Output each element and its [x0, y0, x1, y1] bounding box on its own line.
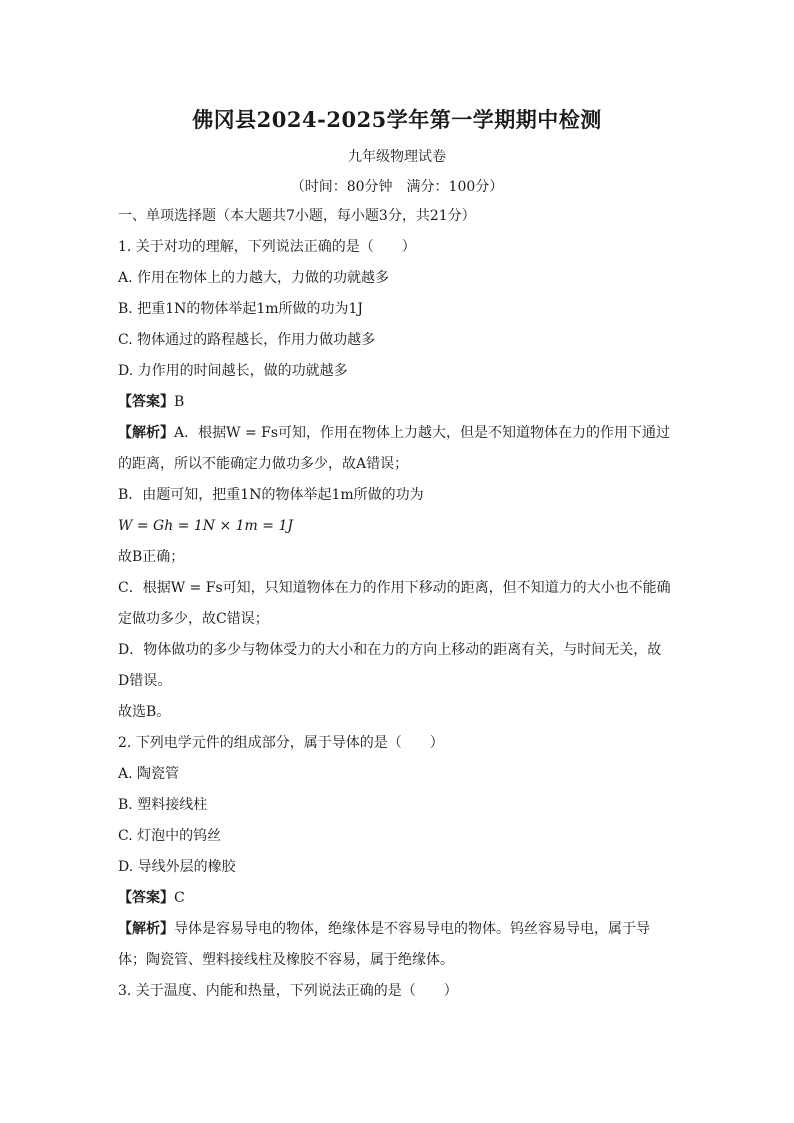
- question-2-stem: 2. 下列电学元件的组成部分，属于导体的是（ ）: [118, 735, 444, 751]
- question-1-answer: [118, 393, 184, 411]
- question-2-option-b: B. 塑料接线柱: [118, 797, 208, 813]
- exam-subtitle: 九年级物理试卷: [348, 149, 446, 165]
- question-1-analysis-line: B．由题可知，把重1N的物体举起1m所做的功为: [118, 487, 424, 503]
- question-1-analysis-line: D．物体做功的多少与物体受力的大小和在力的方向上移动的距离有关，与时间无关，故: [118, 642, 662, 658]
- question-1-analysis-line: 的距离，所以不能确定力做功多少，故A错误；: [118, 456, 409, 472]
- question-1-analysis-line: 定做功多少，故C错误；: [118, 611, 269, 627]
- answer-label: 【答案】: [118, 394, 174, 410]
- analysis-text: A．根据W = Fs可知，作用在物体上力越大，但是不知道物体在力的作用下通过: [174, 425, 671, 441]
- question-1-stem: 1. 关于对功的理解，下列说法正确的是（ ）: [118, 239, 416, 255]
- analysis-label: 【解析】: [118, 921, 174, 937]
- analysis-label: 【解析】: [118, 425, 174, 441]
- question-1-formula: W = Gh = 1N × 1m = 1J: [118, 518, 293, 534]
- question-2-analysis-line: 体；陶瓷管、塑料接线柱及橡胶不容易，属于绝缘体。: [118, 952, 454, 968]
- exam-title: 佛冈县2024-2025学年第一学期期中检测: [192, 107, 602, 132]
- question-1-conclusion: 故选B。: [118, 704, 171, 720]
- question-2-option-a: A. 陶瓷管: [118, 766, 180, 782]
- question-2-answer: [118, 889, 185, 907]
- question-2-analysis-line: [118, 920, 650, 938]
- answer-value: B: [174, 394, 185, 410]
- question-1-option-b: B. 把重1N的物体举起1m所做的功为1J: [118, 301, 364, 317]
- question-1-analysis-line: [118, 424, 670, 442]
- answer-label: 【答案】: [118, 890, 174, 906]
- answer-value: C: [174, 890, 185, 906]
- question-1-analysis-line: C．根据W = Fs可知，只知道物体在力的作用下移动的距离，但不知道力的大小也不能确: [118, 580, 671, 596]
- question-1-option-c: C. 物体通过的路程越长，作用力做功越多: [118, 332, 376, 348]
- question-1-option-a: A. 作用在物体上的力越大，力做的功就越多: [118, 270, 390, 286]
- analysis-text: 导体是容易导电的物体，绝缘体是不容易导电的物体。钨丝容易导电，属于导: [174, 921, 650, 937]
- question-1-analysis-line: D错误。: [118, 673, 172, 689]
- question-3-stem: 3. 关于温度、内能和热量，下列说法正确的是（ ）: [118, 983, 458, 999]
- question-2-option-c: C. 灯泡中的钨丝: [118, 828, 222, 844]
- question-1-analysis-line: 故B正确；: [118, 549, 185, 565]
- section-heading: 一、单项选择题（本大题共7小题，每小题3分，共21分）: [118, 208, 476, 224]
- question-2-option-d: D. 导线外层的橡胶: [118, 859, 236, 875]
- exam-time-info: （时间：80分钟 满分：100分）: [290, 179, 504, 195]
- question-1-option-d: D. 力作用的时间越长，做的功就越多: [118, 363, 348, 379]
